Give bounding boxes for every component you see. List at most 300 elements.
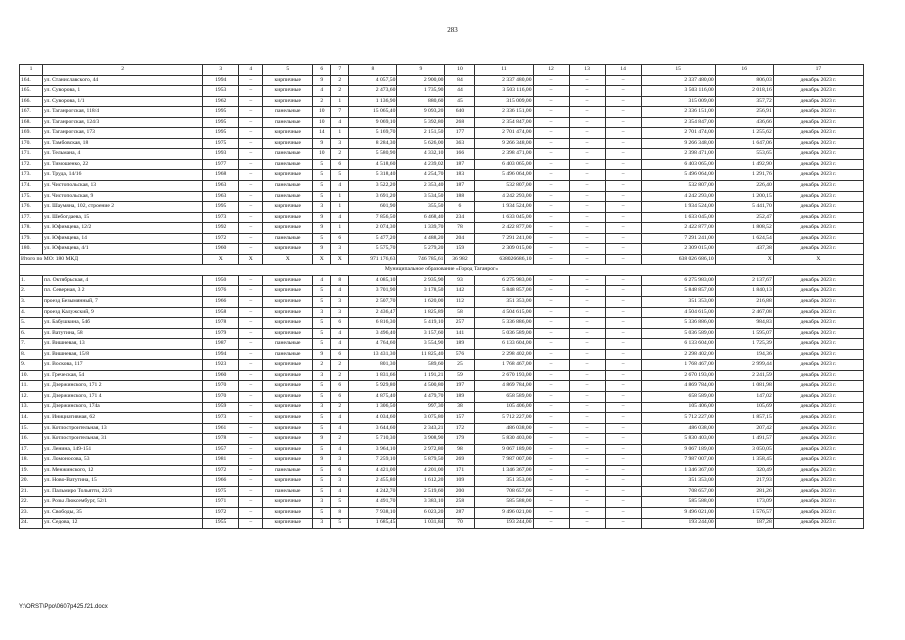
table-cell: 11. <box>20 381 43 392</box>
table-cell: 10 <box>313 117 331 128</box>
table-cell: – <box>533 244 569 255</box>
table-cell: 351 353,00 <box>641 297 715 308</box>
table-cell: ул. Котлостроительная, 13 <box>43 423 203 434</box>
table-cell: 5 <box>331 518 349 529</box>
table-cell: 2 353,40 <box>397 181 445 192</box>
table-cell: 1 255,62 <box>715 128 773 139</box>
table-cell: – <box>569 181 605 192</box>
table-cell: – <box>239 117 263 128</box>
table-cell: – <box>533 275 569 286</box>
table-cell: – <box>605 138 641 149</box>
table-cell: 15 065,40 <box>349 107 397 118</box>
total-row <box>20 254 864 265</box>
table-cell: 1968 <box>203 170 239 181</box>
table-cell: – <box>569 465 605 476</box>
table-row <box>20 518 864 529</box>
table-cell: кирпичные <box>263 128 313 139</box>
table-cell: 6 275 983,00 <box>475 275 533 286</box>
table-cell: 5 <box>313 318 331 329</box>
table-cell: 801,30 <box>349 360 397 371</box>
table-cell: 2 473,60 <box>349 86 397 97</box>
table-cell: – <box>533 202 569 213</box>
table-cell: 3 691,20 <box>349 191 397 202</box>
table-cell: кирпичные <box>263 402 313 413</box>
table-cell: 3 534,50 <box>397 191 445 202</box>
table-cell: 2 343,21 <box>397 423 445 434</box>
table-cell: 1971 <box>203 497 239 508</box>
table-cell: 320,49 <box>715 465 773 476</box>
table-row <box>20 75 864 86</box>
table-cell: декабрь 2023 г. <box>773 455 863 466</box>
table-cell: кирпичные <box>263 138 313 149</box>
table-cell: декабрь 2023 г. <box>773 107 863 118</box>
table-cell: – <box>569 318 605 329</box>
table-cell: – <box>239 128 263 139</box>
table-cell: – <box>533 455 569 466</box>
table-cell: 6 133 604,00 <box>641 339 715 350</box>
table-cell: 1 <box>331 223 349 234</box>
table-cell: 1975 <box>203 138 239 149</box>
table-cell: 1994 <box>203 75 239 86</box>
table-cell: – <box>605 307 641 318</box>
table-cell: 357,72 <box>715 96 773 107</box>
table-cell: 3 <box>331 244 349 255</box>
table-cell: ул. Бабушкина, 54б <box>43 318 203 329</box>
table-cell: – <box>239 107 263 118</box>
table-cell: 2 398 471,00 <box>641 149 715 160</box>
table-cell: – <box>569 138 605 149</box>
table-cell: 1 808,52 <box>715 223 773 234</box>
table-cell: – <box>533 128 569 139</box>
table-cell: 6 816,30 <box>349 318 397 329</box>
table-cell: – <box>605 497 641 508</box>
table-cell: 1 136,90 <box>349 96 397 107</box>
table-cell: – <box>569 402 605 413</box>
table-cell: – <box>569 212 605 223</box>
table-cell: 168. <box>20 117 43 128</box>
table-cell: 5 <box>313 191 331 202</box>
table-cell: 1 825,89 <box>397 307 445 318</box>
table-cell: 1957 <box>203 444 239 455</box>
table-cell: 13. <box>20 402 43 413</box>
table-cell: – <box>533 191 569 202</box>
table-cell: 193 244,00 <box>475 518 533 529</box>
table-cell: 14. <box>20 413 43 424</box>
table-cell: 4 057,50 <box>349 75 397 86</box>
table-cell: 5 419,10 <box>397 318 445 329</box>
table-cell: – <box>605 128 641 139</box>
table-cell: кирпичные <box>263 96 313 107</box>
table-cell: – <box>605 423 641 434</box>
table-cell: – <box>605 170 641 181</box>
table-cell: 5 626,00 <box>397 138 445 149</box>
table-cell: 6 <box>445 202 475 213</box>
table-cell: 1972 <box>203 465 239 476</box>
total-label: Итого по МО: 180 МКД <box>20 254 203 265</box>
table-cell: – <box>533 96 569 107</box>
table-row <box>20 307 864 318</box>
table-cell: 1958 <box>203 307 239 318</box>
table-row <box>20 328 864 339</box>
table-cell: 180. <box>20 244 43 255</box>
table-cell: 1973 <box>203 413 239 424</box>
table-cell: 3 <box>331 476 349 487</box>
table-cell: 8. <box>20 349 43 360</box>
table-cell: – <box>239 212 263 223</box>
column-header: 6 <box>313 65 331 76</box>
table-cell: 1976 <box>203 286 239 297</box>
table-cell: панельные <box>263 149 313 160</box>
table-cell: 3 <box>313 402 331 413</box>
table-cell: – <box>533 75 569 86</box>
table-cell: – <box>569 275 605 286</box>
table-cell: 1977 <box>203 159 239 170</box>
table-cell: 1992 <box>203 223 239 234</box>
table-cell: кирпичные <box>263 202 313 213</box>
table-cell: 1 831,66 <box>349 370 397 381</box>
table-cell: 6 <box>331 349 349 360</box>
table-cell: 8 <box>331 275 349 286</box>
table-cell: 1 346 367,00 <box>475 465 533 476</box>
table-cell: 2 309 015,00 <box>475 244 533 255</box>
table-cell: 1960 <box>203 244 239 255</box>
table-row <box>20 86 864 97</box>
table-cell: – <box>239 434 263 445</box>
table-cell: – <box>605 444 641 455</box>
table-cell: – <box>533 170 569 181</box>
table-row <box>20 497 864 508</box>
total-cell: X <box>773 254 863 265</box>
table-cell: – <box>605 286 641 297</box>
table-cell: 207,42 <box>715 423 773 434</box>
table-cell: – <box>239 223 263 234</box>
table-cell: – <box>533 86 569 97</box>
table-cell: 256,91 <box>715 107 773 118</box>
table-cell: – <box>239 423 263 434</box>
table-cell: декабрь 2023 г. <box>773 212 863 223</box>
table-cell: 226,40 <box>715 181 773 192</box>
table-cell: 553,65 <box>715 149 773 160</box>
table-cell: ул. Пальмиро Тольятти, 22/3 <box>43 486 203 497</box>
table-cell: 9 266 348,00 <box>641 138 715 149</box>
table-cell: 2 337 480,00 <box>475 75 533 86</box>
table-cell: 93 <box>445 275 475 286</box>
table-cell: 2 298 402,00 <box>475 349 533 360</box>
table-cell: 3 <box>331 138 349 149</box>
table-cell: – <box>533 507 569 518</box>
table-cell: 3 <box>313 202 331 213</box>
table-cell: кирпичные <box>263 423 313 434</box>
table-cell: 6 403 065,00 <box>475 159 533 170</box>
table-cell: 187,28 <box>715 518 773 529</box>
table-cell: 9 <box>313 349 331 360</box>
table-cell: – <box>569 233 605 244</box>
table-cell: 9 496 021,00 <box>641 507 715 518</box>
table-cell: – <box>239 349 263 360</box>
table-cell: ул. Ленина, 149-151 <box>43 444 203 455</box>
table-cell: – <box>239 465 263 476</box>
column-header: 5 <box>263 65 313 76</box>
table-cell: 1981 <box>203 455 239 466</box>
table-cell: 1966 <box>203 476 239 487</box>
table-cell: – <box>239 244 263 255</box>
table-cell: 6 <box>331 391 349 402</box>
table-cell: ул. Котлостроительная, 31 <box>43 434 203 445</box>
table-cell: 1 934 524,00 <box>641 202 715 213</box>
table-cell: ул. Вишневая, 15/8 <box>43 349 203 360</box>
table-cell: 1 595,07 <box>715 328 773 339</box>
table-cell: – <box>239 297 263 308</box>
table-cell: 14 <box>313 128 331 139</box>
table-cell: 1 291,76 <box>715 170 773 181</box>
table-cell: панельные <box>263 486 313 497</box>
table-cell: – <box>605 402 641 413</box>
table-cell: 532 807,00 <box>475 181 533 192</box>
table-cell: 6 <box>331 381 349 392</box>
column-header: 2 <box>43 65 203 76</box>
table-cell: – <box>605 434 641 445</box>
table-cell: 1 492,90 <box>715 159 773 170</box>
table-cell: 5 830 403,00 <box>641 434 715 445</box>
table-cell: 4 201,00 <box>397 465 445 476</box>
table-cell: пл. Октябрьская, 4 <box>43 275 203 286</box>
table-cell: – <box>569 75 605 86</box>
table-cell: 8 <box>331 507 349 518</box>
table-cell: декабрь 2023 г. <box>773 138 863 149</box>
table-cell: 1995 <box>203 202 239 213</box>
table-cell: 315 009,00 <box>641 96 715 107</box>
table-cell: 4 332,10 <box>397 149 445 160</box>
table-cell: 1959 <box>203 402 239 413</box>
table-cell: – <box>605 476 641 487</box>
table-cell: 5 <box>313 465 331 476</box>
total-cell: – <box>569 254 605 265</box>
table-cell: 2 309 015,00 <box>641 244 715 255</box>
table-cell: 9 093,20 <box>397 107 445 118</box>
table-cell: кирпичные <box>263 507 313 518</box>
table-cell: 4 479,70 <box>397 391 445 402</box>
table-cell: – <box>239 402 263 413</box>
table-cell: 166 <box>445 149 475 160</box>
table-cell: декабрь 2023 г. <box>773 244 863 255</box>
table-cell: 204 <box>445 233 475 244</box>
table-cell: ул. Ватутина, 58 <box>43 328 203 339</box>
housing-repair-table <box>19 64 864 529</box>
table-cell: – <box>605 96 641 107</box>
table-cell: – <box>239 486 263 497</box>
column-number-header-row <box>20 65 864 76</box>
table-cell: – <box>569 307 605 318</box>
table-cell: 2 337 480,00 <box>641 75 715 86</box>
table-cell: 3 178,50 <box>397 286 445 297</box>
table-cell: декабрь 2023 г. <box>773 307 863 318</box>
table-cell: 22. <box>20 497 43 508</box>
column-header: 14 <box>605 65 641 76</box>
table-cell: ул. Ново-Ватутина, 15 <box>43 476 203 487</box>
table-cell: кирпичные <box>263 391 313 402</box>
column-header: 12 <box>533 65 569 76</box>
table-cell: – <box>239 96 263 107</box>
total-cell: X <box>263 254 313 265</box>
table-cell: 7 291 241,00 <box>641 233 715 244</box>
table-cell: 5 <box>313 181 331 192</box>
table-cell: 2 137,67 <box>715 275 773 286</box>
table-cell: 4 <box>313 86 331 97</box>
table-cell: 5 <box>313 328 331 339</box>
table-cell: – <box>605 349 641 360</box>
table-cell: 708 657,00 <box>475 486 533 497</box>
table-row <box>20 202 864 213</box>
table-cell: – <box>569 107 605 118</box>
table-cell: – <box>239 328 263 339</box>
table-cell: 7 <box>331 107 349 118</box>
table-cell: кирпичные <box>263 370 313 381</box>
table-cell: 1 491,57 <box>715 434 773 445</box>
table-cell: – <box>605 86 641 97</box>
table-cell: 9 <box>313 244 331 255</box>
table-cell: – <box>533 486 569 497</box>
table-row <box>20 318 864 329</box>
table-cell: ул. Дзержинского, 174а <box>43 402 203 413</box>
table-row <box>20 476 864 487</box>
table-cell: 5 <box>313 297 331 308</box>
table-cell: ул. Суворова, 1/1 <box>43 96 203 107</box>
table-cell: 2 519,60 <box>397 486 445 497</box>
table-cell: – <box>605 391 641 402</box>
table-row <box>20 138 864 149</box>
table-cell: – <box>569 391 605 402</box>
table-cell: – <box>239 159 263 170</box>
total-cell: X <box>203 254 239 265</box>
table-cell: декабрь 2023 г. <box>773 75 863 86</box>
table-cell: 5 <box>313 486 331 497</box>
table-cell: 4 500,80 <box>397 381 445 392</box>
table-cell: ул. Шаумяна, 102, строение 2 <box>43 202 203 213</box>
table-cell: 4. <box>20 307 43 318</box>
table-cell: 2 972,80 <box>397 444 445 455</box>
table-cell: декабрь 2023 г. <box>773 275 863 286</box>
table-row <box>20 244 864 255</box>
table-cell: декабрь 2023 г. <box>773 476 863 487</box>
table-cell: – <box>533 413 569 424</box>
table-cell: 3 075,80 <box>397 413 445 424</box>
table-cell: 5 <box>313 159 331 170</box>
table-cell: 9 496 021,00 <box>475 507 533 518</box>
table-cell: 4 869 784,00 <box>641 381 715 392</box>
table-cell: – <box>605 233 641 244</box>
table-row <box>20 286 864 297</box>
table-cell: – <box>533 423 569 434</box>
table-cell: 5 <box>313 444 331 455</box>
table-cell: 1 768 467,00 <box>475 360 533 371</box>
table-cell: – <box>605 159 641 170</box>
table-cell: 2 <box>331 370 349 381</box>
table-cell: ул. Таганрогская, 124/3 <box>43 117 203 128</box>
table-cell: 1 633 045,00 <box>475 212 533 223</box>
table-cell: – <box>533 286 569 297</box>
table-cell: 1966 <box>203 297 239 308</box>
table-cell: 5. <box>20 318 43 329</box>
table-cell: – <box>605 202 641 213</box>
table-cell: 16. <box>20 434 43 445</box>
total-cell: X <box>313 254 331 265</box>
table-cell: декабрь 2023 г. <box>773 518 863 529</box>
table-cell: – <box>533 476 569 487</box>
table-cell: 1 031,84 <box>397 518 445 529</box>
table-cell: 5 <box>313 507 331 518</box>
table-cell: – <box>605 212 641 223</box>
table-cell: – <box>569 455 605 466</box>
table-cell: 486 038,00 <box>475 423 533 434</box>
table-cell: – <box>569 86 605 97</box>
table-cell: 197 <box>445 381 475 392</box>
table-row <box>20 149 864 160</box>
table-cell: декабрь 2023 г. <box>773 170 863 181</box>
table-row <box>20 275 864 286</box>
total-cell: 746 785,61 <box>397 254 445 265</box>
table-cell: 2 <box>331 75 349 86</box>
table-cell: 1993 <box>203 149 239 160</box>
table-cell: 1995 <box>203 107 239 118</box>
table-cell: 1 191,21 <box>397 370 445 381</box>
table-cell: 3 701,90 <box>349 286 397 297</box>
table-cell: 2 074,30 <box>349 223 397 234</box>
table-cell: – <box>569 423 605 434</box>
table-cell: 172. <box>20 159 43 170</box>
table-cell: 178. <box>20 223 43 234</box>
table-cell: 19. <box>20 465 43 476</box>
table-cell: 351 353,00 <box>475 476 533 487</box>
table-cell: ул. Тамбовская, 18 <box>43 138 203 149</box>
table-cell: 4 869 784,00 <box>475 381 533 392</box>
table-cell: 9 069,10 <box>349 117 397 128</box>
table-row <box>20 486 864 497</box>
table-cell: 5 477,20 <box>349 233 397 244</box>
table-cell: 997,30 <box>397 402 445 413</box>
table-cell: 5 710,30 <box>349 434 397 445</box>
table-cell: – <box>605 297 641 308</box>
table-cell: 2 <box>331 86 349 97</box>
table-cell: – <box>239 202 263 213</box>
table-cell: 1 624,54 <box>715 233 773 244</box>
table-cell: 1 725,39 <box>715 339 773 350</box>
table-cell: ул. Станиславского, 44 <box>43 75 203 86</box>
table-cell: 1963 <box>203 191 239 202</box>
table-cell: 10. <box>20 370 43 381</box>
table-cell: 2 701 474,00 <box>475 128 533 139</box>
table-cell: 141 <box>445 328 475 339</box>
table-row <box>20 402 864 413</box>
table-cell: – <box>533 381 569 392</box>
table-cell: – <box>605 149 641 160</box>
table-cell: ул. Вишневая, 13 <box>43 339 203 350</box>
table-cell: 1 576,57 <box>715 507 773 518</box>
table-cell: 5 <box>313 476 331 487</box>
table-cell: – <box>239 86 263 97</box>
table-cell: 258 <box>445 497 475 508</box>
table-cell: – <box>239 360 263 371</box>
table-cell: 5 712 227,00 <box>641 413 715 424</box>
table-cell: 1995 <box>203 117 239 128</box>
table-cell: – <box>533 181 569 192</box>
table-cell: декабрь 2023 г. <box>773 381 863 392</box>
table-cell: 167. <box>20 107 43 118</box>
table-cell: – <box>239 149 263 160</box>
table-cell: 2 <box>331 360 349 371</box>
table-cell: панельные <box>263 107 313 118</box>
table-cell: 1 200,15 <box>715 191 773 202</box>
table-cell: 2 <box>313 360 331 371</box>
